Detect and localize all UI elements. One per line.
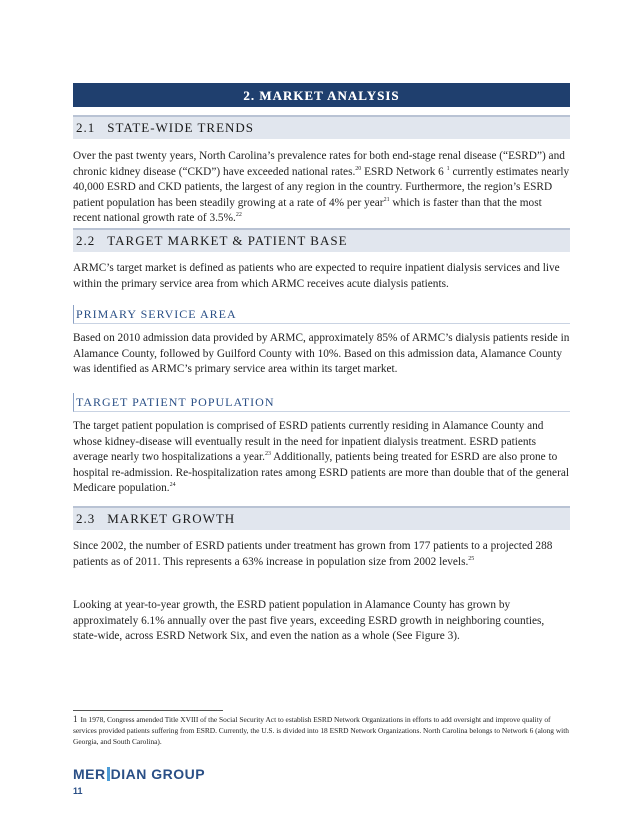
chapter-banner [73,83,570,107]
document-page [73,0,570,826]
paragraph-statewide-trends: Over the past twenty years, North Carolina’s prevalence rates for both end-stage renal disease (“ESRD”) and chronic kidney disease (“CKD”) have exceeded national rates.$^{20}$ ESRD Network 6 $^1$ currently estimates nearly 40,000 ESRD and CKD patients, the largest of any region in the country. Furthermore, the region’s ESRD patient population has been steadily growing at a rate of 4% per year$^{21}$ which is faster than that the most recent national growth rate of 3.5%.$^{22}$ [73,150,570,225]
footnote-rule [73,710,223,711]
subheading-primary-service-area: PRIMARY SERVICE AREA [73,305,570,324]
section-heading-2-1: 2.1 STATE-WIDE TRENDS [73,115,570,139]
page-number: 11 [73,786,83,796]
footnote: 1 In 1978, Congress amended Title XVIII of the Social Security Act to establish ESRD Network Organizations in efforts to add oversight and improve quality of services provided patients suffering from ESRD. Currently, the U.S. is divided into 18 ESRD Network Organizations. North Carolina belongs to Network 6 (along with Georgia, and South Carolina). [73,714,569,746]
chapter-title: 2. MARKET ANALYSIS [243,88,400,103]
paragraph-target-patient-population: The target patient population is comprised of ESRD patients currently residing in Alamance County and whose kidney-disease will eventually result in the need for inpatient dialysis treatment. ESRD patients average nearly two hospitalizations a year.$^{23}$ Additionally, patients being treated for ESRD are also prone to hospital re-admission. Re-hospitalization rates among ESRD patients are more than double that of the general Medicare population.$^{24}$ [73,420,569,495]
paragraph-primary-service-area: Based on 2010 admission data provided by ARMC, approximately 85% of ARMC’s dialysis patients reside in Alamance County, followed by Guilford County with 10%. Based on this admission data, Alamance County was identified as ARMC’s primary service area within its target market. [73,332,570,376]
logo-mark-icon [107,767,110,781]
section-heading-2-3: 2.3 MARKET GROWTH [73,506,570,530]
meridian-group-logo: MER DIAN GROUP [73,766,206,782]
paragraph-market-growth-2: Looking at year-to-year growth, the ESRD patient population in Alamance County has grown by approximately 6.1% annually over the past five years, exceeding ESRD growth in neighboring counties, state-wide, across ESRD Network Six, and even the nation as a whole (See Figure 3). [73,599,545,643]
subheading-target-patient-population: TARGET PATIENT POPULATION [73,393,570,412]
paragraph-market-growth-1: Since 2002, the number of ESRD patients under treatment has grown from 177 patients to a projected 288 patients as of 2011. This represents a 63% increase in population size from 2002 levels.$^{25}$ [73,540,553,568]
section-heading-2-2: 2.2 TARGET MARKET & PATIENT BASE [73,228,570,252]
paragraph-target-market: ARMC’s target market is defined as patients who are expected to require inpatient dialysis services and live within the primary service area from which ARMC receives acute dialysis patients. [73,262,560,290]
